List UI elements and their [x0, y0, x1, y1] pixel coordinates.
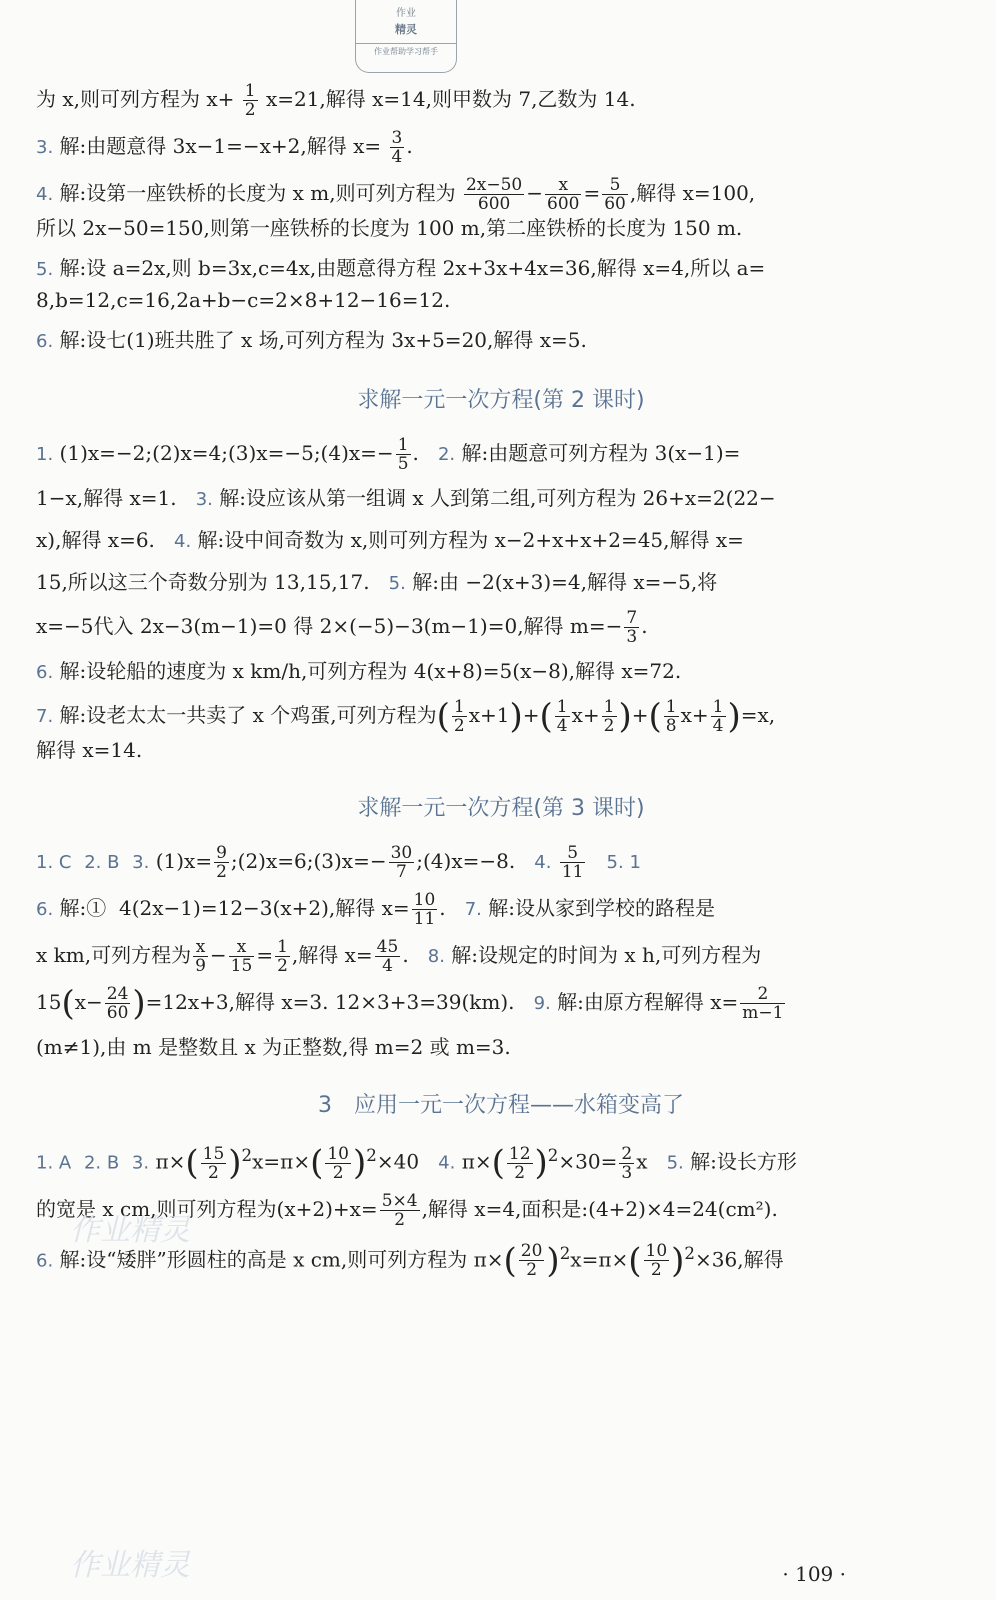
answer-line — [36, 325, 966, 357]
text: π× — [155, 1149, 186, 1174]
answer-line — [36, 82, 966, 119]
text: 解:设中间奇数为 x,则可列方程为 x−2+x+x+2=45,解得 x= — [197, 528, 744, 552]
fraction: $\frac{30}{7}$ — [390, 843, 413, 882]
page-number: · 109 · — [782, 1562, 846, 1586]
logo-stamp — [355, 0, 457, 73]
text: − — [209, 943, 227, 967]
fraction: $\frac{1}{2}$ — [453, 697, 465, 736]
answer-line — [36, 525, 966, 557]
stamp-line3: 作业帮助学习帮手 — [356, 43, 456, 57]
text: x− — [74, 990, 103, 1014]
answer-line: 解得 x=14. — [36, 738, 143, 762]
text: x km,可列方程为 — [36, 943, 192, 967]
text: ,解得 x= — [291, 943, 373, 967]
item-number: 2. B — [84, 852, 120, 873]
fraction: $\frac{24}{60}$ — [106, 984, 129, 1023]
fraction: $\frac{1}{2}$ — [277, 937, 288, 976]
text: x+ — [571, 703, 600, 727]
stamp-line2: 精灵 — [395, 23, 417, 36]
fraction: $\frac{45}{4}$ — [376, 937, 399, 976]
text: 解:设长方形 — [690, 1149, 797, 1174]
text: x — [636, 1149, 648, 1174]
answer-line: 1. A 2. B 3. π×( $\frac{15}{2}$ )$^2$x=π×( $\frac{10}{2}$ )$^2$×40 4. π×( $\frac{12}{2}$ )$^2$×30= $\frac{2}{3}$ x 5. 解:设长方形 — [36, 1143, 797, 1184]
text: ,解得 x=100, — [629, 181, 756, 205]
text: 15 — [36, 990, 62, 1014]
text: ,解得 x=4,面积是:(4+2)×4=24(cm²). — [421, 1196, 778, 1221]
fraction: $\frac{5}{60}$ — [604, 175, 626, 214]
answer-line — [36, 656, 966, 688]
text: . — [402, 943, 409, 967]
item-number: 7. — [464, 899, 482, 920]
text: 解:设从家到学校的路程是 — [488, 896, 716, 920]
fraction: $\frac{x}{9}$ — [195, 937, 206, 976]
item-number: 3. — [132, 852, 150, 873]
fraction: $\frac{15}{2}$ — [202, 1143, 225, 1183]
stamp-line1: 作业 — [396, 8, 416, 19]
text: − — [526, 181, 544, 205]
text: 解:① — [59, 896, 107, 920]
section-title: 求解一元一次方程(第 2 课时) — [357, 388, 645, 413]
text: x=π× — [570, 1247, 629, 1272]
item-number: 3. — [131, 1152, 150, 1174]
section-title: 3 应用一元一次方程——水箱变高了 — [318, 1093, 684, 1118]
fraction: $\frac{1}{2}$ — [244, 81, 256, 120]
text: 1−x,解得 x=1. — [36, 486, 177, 510]
text: 的宽是 x cm,则可列方程为(x+2)+x= — [36, 1196, 378, 1221]
item-number: 1. C — [36, 852, 72, 873]
text: 解:设 a=2x,则 b=3x,c=4x,由题意得方程 2x+3x+4x=36,解得 x=4,所以 a= — [59, 256, 766, 280]
text: 解:由题意可列方程为 3(x−1)= — [461, 441, 741, 465]
watermark: 作业精灵 — [70, 1213, 190, 1248]
fraction: $\frac{5}{11}$ — [561, 843, 584, 882]
page-content — [36, 82, 966, 1279]
text: = — [256, 943, 274, 967]
text: 解:设七(1)班共胜了 x 场,可列方程为 3x+5=20,解得 x=5. — [59, 328, 587, 352]
text: + — [631, 703, 649, 727]
text: 解:设“矮胖”形圆柱的高是 x cm,则可列方程为 π× — [59, 1247, 504, 1272]
answer-line: 15(x− $\frac{24}{60}$ )=12x+3,解得 x=3. 12×3+3=39(km). 9. 解:由原方程解得 x= $\frac{2}{m-1}$ — [36, 983, 784, 1024]
fraction: $\frac{10}{2}$ — [327, 1143, 349, 1183]
text: x=−5代入 2x−3(m−1)=0 得 2×(−5)−3(m−1)=0,解得 m=− — [36, 614, 623, 638]
fraction: $\frac{5\times 4}{2}$ — [381, 1190, 418, 1230]
fraction: $\frac{1}{4}$ — [712, 697, 724, 736]
fraction: $\frac{20}{2}$ — [520, 1241, 543, 1281]
item-number: 9. — [533, 993, 551, 1014]
answer-line — [36, 176, 966, 213]
item-number: 6. — [36, 662, 54, 683]
text: ×36,解得 — [695, 1247, 784, 1272]
text: . — [412, 441, 419, 465]
item-number: 4. — [36, 184, 54, 205]
item-number: 5. — [666, 1152, 684, 1174]
fraction: $\frac{1}{2}$ — [603, 697, 615, 736]
section-title: 求解一元一次方程(第 3 课时) — [357, 796, 645, 821]
item-number: 6. — [36, 331, 54, 352]
answer-line — [36, 483, 966, 515]
text: 解:由原方程解得 x= — [557, 990, 739, 1014]
text: ×40 — [376, 1149, 420, 1174]
text: =12x+3,解得 x=3. 12×3+3=39(km). — [145, 990, 515, 1014]
answer-line: 7. 解:设老太太一共卖了 x 个鸡蛋,可列方程为( $\frac{1}{2}$ x+1)+( $\frac{1}{4}$ x+ $\frac{1}{2}$ )+( $\frac{1}{8}$ x+ $\frac{1}{4}$ )=x, — [36, 696, 776, 737]
fraction: $\frac{2x-50}{600}$ — [465, 175, 523, 214]
answer-line: 6. 解:设“矮胖”形圆柱的高是 x cm,则可列方程为 π×( $\frac{20}{2}$ )$^2$x=π×( $\frac{10}{2}$ )$^2$×36,解得 — [36, 1240, 784, 1281]
item-number: 3. — [36, 137, 54, 158]
fraction: $\frac{7}{3}$ — [626, 608, 638, 647]
text: . — [406, 134, 413, 158]
text: 解:设老太太一共卖了 x 个鸡蛋,可列方程为 — [59, 703, 437, 727]
text: x+1 — [468, 703, 510, 727]
text: x=π× — [252, 1149, 311, 1174]
answer-line — [36, 891, 966, 928]
fraction: $\frac{x}{15}$ — [230, 937, 253, 976]
item-number: 1. A — [36, 1152, 72, 1174]
fraction: $\frac{1}{8}$ — [665, 697, 677, 736]
item-number: 6. — [36, 899, 54, 920]
fraction: $\frac{10}{11}$ — [413, 890, 436, 929]
item-number: 5. — [388, 573, 406, 594]
item-number: 4. — [438, 1152, 456, 1174]
text: 解:由题意得 3x−1=−x+2,解得 x= — [59, 134, 382, 158]
answer-line — [36, 253, 966, 285]
item-number: 5. 1 — [606, 852, 641, 873]
watermark: 作业精灵 — [70, 1548, 190, 1583]
answer-line — [36, 436, 966, 473]
fraction: $\frac{9}{2}$ — [216, 843, 227, 882]
fraction: $\frac{2}{m-1}$ — [742, 984, 784, 1023]
item-number: 3. — [195, 489, 213, 510]
answer-line: 8,b=12,c=16,2a+b−c=2×8+12−16=12. — [36, 288, 451, 312]
answer-line — [36, 567, 966, 599]
item-number: 5. — [36, 259, 54, 280]
fraction: $\frac{1}{5}$ — [397, 435, 409, 474]
item-number: 7. — [36, 706, 54, 727]
text: (1)x=−2;(2)x=4;(3)x=−5;(4)x=− — [59, 441, 394, 465]
answer-line — [36, 844, 966, 881]
item-number: 2. B — [83, 1152, 120, 1174]
text: 15,所以这三个奇数分别为 13,15,17. — [36, 570, 370, 594]
text: = — [583, 181, 601, 205]
text: . — [439, 896, 446, 920]
text: + — [522, 703, 540, 727]
text: x+ — [680, 703, 709, 727]
item-number: 6. — [36, 1250, 54, 1272]
answer-line — [36, 938, 966, 975]
answer-line: (m≠1),由 m 是整数且 x 为正整数,得 m=2 或 m=3. — [36, 1035, 511, 1059]
answer-line: 所以 2x−50=150,则第一座铁桥的长度为 100 m,第二座铁桥的长度为 150 m. — [36, 216, 743, 240]
text: ;(4)x=−8. — [416, 849, 516, 873]
item-number: 1. — [36, 444, 54, 465]
text: x=21,解得 x=14,则甲数为 7,乙数为 14. — [265, 87, 636, 111]
item-number: 4. — [534, 852, 552, 873]
fraction: $\frac{12}{2}$ — [508, 1143, 531, 1183]
text: (1)x= — [155, 849, 213, 873]
text: ;(2)x=6;(3)x=− — [230, 849, 387, 873]
text: =x, — [740, 703, 776, 727]
text: 4(2x−1)=12−3(x+2),解得 x= — [119, 896, 410, 920]
text: π× — [461, 1149, 492, 1174]
fraction: $\frac{x}{600}$ — [547, 175, 580, 214]
text: 为 x,则可列方程为 x+ — [36, 87, 235, 111]
item-number: 8. — [427, 946, 445, 967]
fraction: $\frac{3}{4}$ — [391, 128, 403, 167]
text: 解:设轮船的速度为 x km/h,可列方程为 4(x+8)=5(x−8),解得 x=72. — [59, 659, 682, 683]
answer-line — [36, 609, 966, 646]
answer-line — [36, 129, 966, 166]
text: 解:设规定的时间为 x h,可列方程为 — [451, 943, 762, 967]
text: 解:由 −2(x+3)=4,解得 x=−5,将 — [412, 570, 718, 594]
text: x),解得 x=6. — [36, 528, 155, 552]
fraction: $\frac{1}{4}$ — [556, 697, 568, 736]
item-number: 2. — [437, 444, 456, 465]
text: ×30= — [558, 1149, 618, 1174]
fraction: $\frac{2}{3}$ — [621, 1143, 633, 1183]
fraction: $\frac{10}{2}$ — [645, 1241, 668, 1281]
item-number: 4. — [174, 531, 192, 552]
text: 解:设应该从第一组调 x 人到第二组,可列方程为 26+x=2(22− — [219, 486, 776, 510]
text: 解:设第一座铁桥的长度为 x m,则可列方程为 — [59, 181, 456, 205]
text: . — [641, 614, 648, 638]
